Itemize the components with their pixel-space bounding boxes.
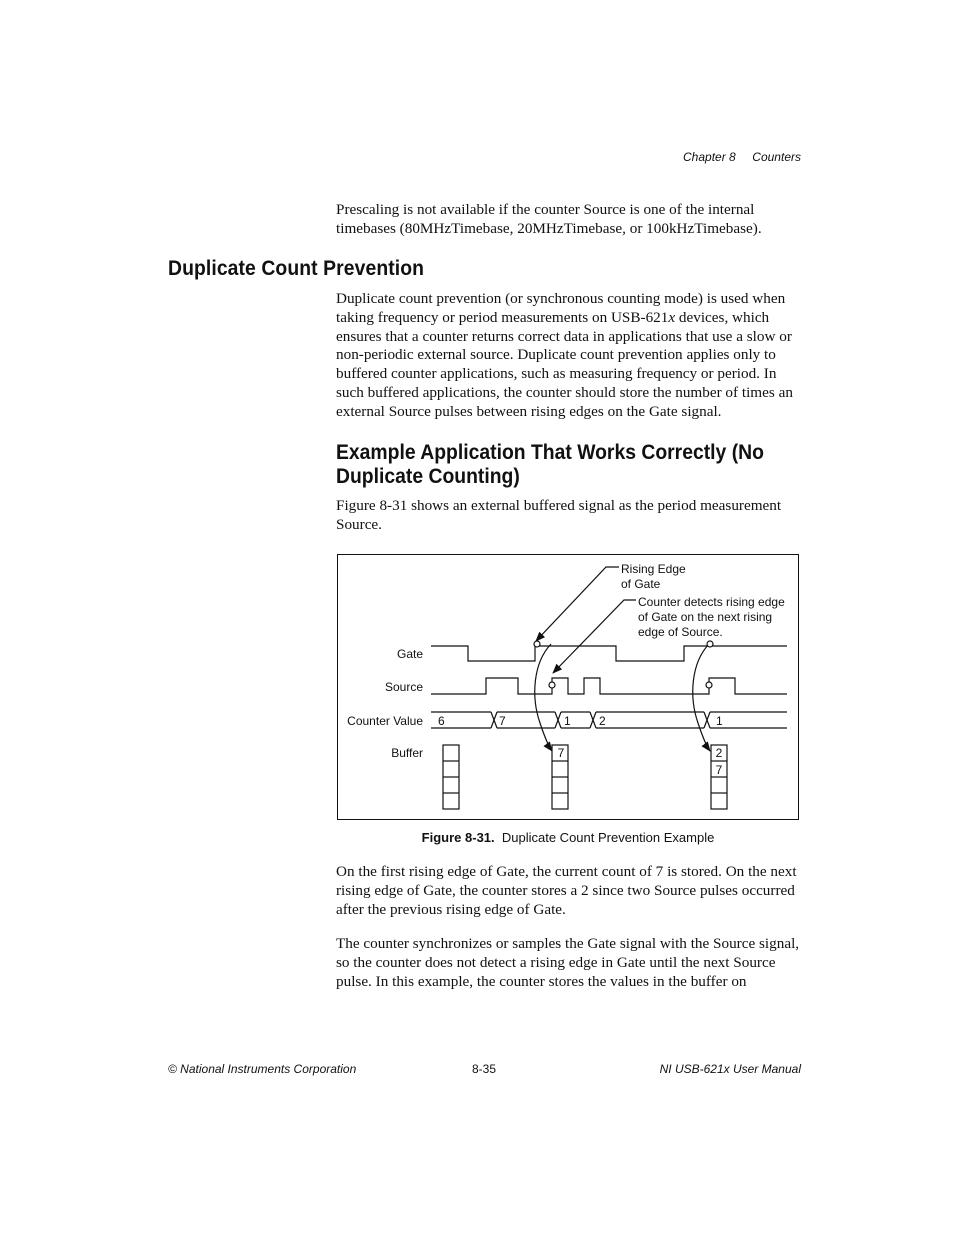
section-label: Counters	[752, 150, 801, 164]
gate-signal-label: Gate	[396, 647, 423, 661]
callout-detect-line1: Counter detects rising edge	[638, 595, 785, 609]
heading-example-application	[336, 440, 804, 488]
callout-detect-line2: of Gate on the next rising	[638, 610, 773, 624]
chapter-label: Chapter 8	[683, 150, 736, 164]
gate-edge-marker-2	[707, 641, 713, 647]
figure-caption-title: Duplicate Count Prevention Example	[501, 830, 715, 845]
gate-waveform	[431, 646, 787, 661]
paragraph-after-figure-2: The counter synchronizes or samples the Gate signal with the Source signal, so the counter does not detect a rising edge in Gate until the next Source pulse. In this example, the counter stores the values in the buffer on	[336, 935, 800, 990]
counter-value-1a: 1	[564, 714, 571, 728]
paragraph-figure-intro: Figure 8-31 shows an external buffered signal as the period measurement Source.	[336, 497, 782, 533]
curved-arrow-second	[693, 644, 710, 751]
detect-leader	[553, 600, 636, 673]
rising-edge-leader	[536, 567, 619, 641]
heading-example-line2: Duplicate Counting)	[336, 464, 520, 488]
paragraph-after-figure-1: On the first rising edge of Gate, the current count of 7 is stored. On the next rising edge of Gate, the counter stores a 2 since two Source pulses occurred after the previous rising edge of Gate.	[336, 863, 797, 918]
counter-value-label: Counter Value	[347, 714, 423, 728]
paragraph-duplicate-count-part1: Duplicate count prevention (or synchronous counting mode) is used when taking frequency or period measurements on USB-621	[336, 290, 786, 326]
figure-caption	[337, 830, 799, 845]
paragraph-prescaling: Prescaling is not available if the counter Source is one of the internal timebases (80MHzTimebase, 20MHzTimebase, or 100kHzTimebase).	[336, 201, 762, 237]
figure-caption-label: Figure 8-31.	[421, 830, 495, 845]
gate-edge-marker-1	[534, 641, 540, 647]
counter-value-6: 6	[438, 714, 445, 728]
callout-detect-line3: edge of Source.	[638, 625, 723, 639]
counter-value-2: 2	[599, 714, 606, 728]
footer-copyright: © National Instruments Corporation	[168, 1062, 357, 1076]
buffer-empty	[443, 745, 459, 809]
paragraph-duplicate-count	[336, 290, 806, 422]
heading-duplicate-count-prevention: Duplicate Count Prevention	[168, 256, 425, 280]
model-suffix-x: x	[668, 308, 676, 326]
footer-page-number: 8-35	[472, 1062, 497, 1076]
source-sync-marker-1	[549, 682, 555, 688]
curved-arrow-first	[535, 644, 552, 751]
buffer1-value-7: 7	[557, 746, 565, 760]
callout-rising-edge-line1: Rising Edge	[621, 562, 686, 576]
counter-value-7: 7	[499, 714, 506, 728]
timing-diagram-svg	[338, 555, 800, 821]
source-waveform	[431, 678, 787, 694]
buffer2-value-2: 2	[715, 746, 723, 760]
counter-value-1b: 1	[716, 714, 723, 728]
footer-manual-title: NI USB-621x User Manual	[659, 1062, 801, 1076]
buffer-label: Buffer	[391, 746, 423, 760]
source-signal-label: Source	[384, 680, 423, 694]
callout-rising-edge-line2: of Gate	[621, 577, 661, 591]
heading-example-line1: Example Application That Works Correctly (No	[336, 440, 764, 464]
buffer2-value-7: 7	[715, 763, 723, 777]
counter-value-bus	[431, 712, 787, 728]
figure-timing-diagram	[337, 554, 799, 820]
source-sync-marker-2	[706, 682, 712, 688]
paragraph-duplicate-count-part2: devices, which ensures that a counter returns correct data in applications that use a slow or non-periodic external source. Duplicate count prevention applies only to buffered counter applications, such as measuring frequency or period. In such buffered applications, the counter should store the number of times an external Source pulses between rising edges on the Gate signal.	[336, 308, 793, 420]
